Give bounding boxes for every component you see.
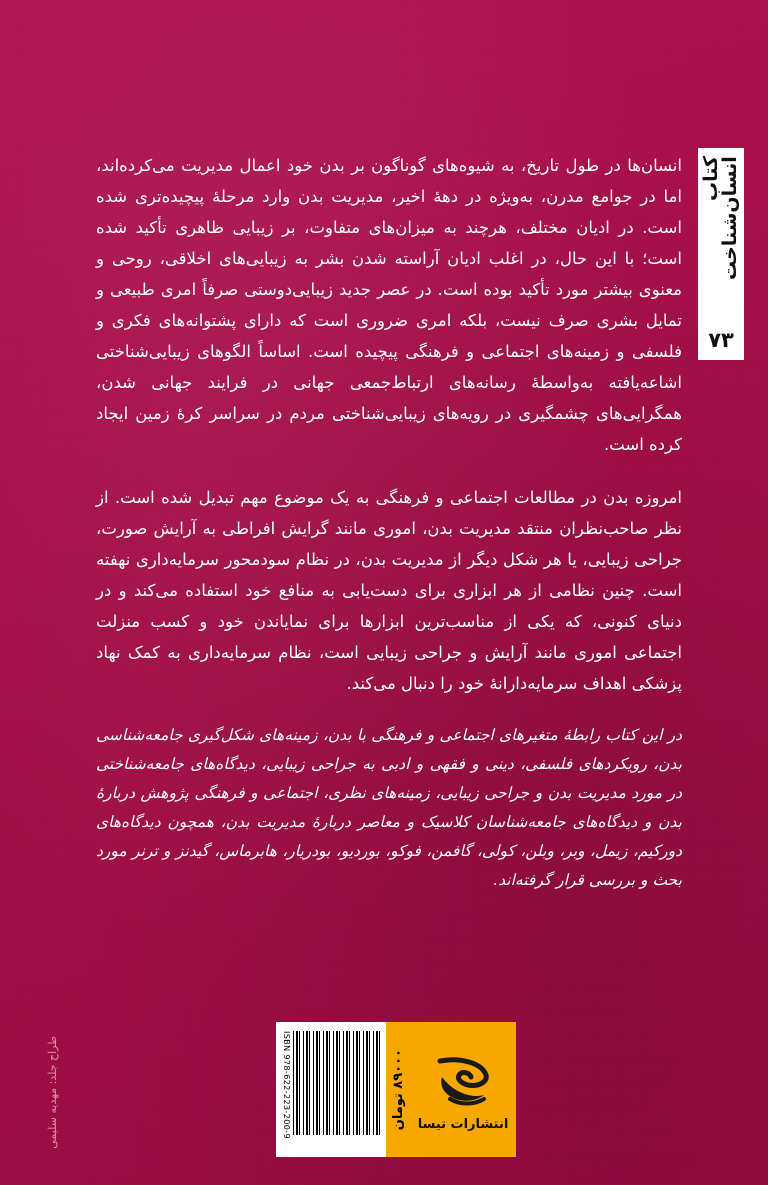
- publisher-box: [410, 1022, 516, 1157]
- series-title: کتاب انسان‌شناخت: [700, 156, 741, 280]
- blurb-paragraph-1: انسان‌ها در طول تاریخ، به شیوه‌های گوناگون بر بدن خود اعمال مدیریت می‌کرده‌اند، اما در جوامع مدرن، به‌ویژه در دهۀ اخیر، مدیریت بدن وارد مرحلۀ پیچیده‌تری شده است. در ادیان مختلف، هرچند به میزان‌های متفاوت، بر زیبایی ظاهری تأکید شده است؛ با این حال، در اغلب ادیان آراسته شدن بشر به زیبایی‌های اخلاقی، روحی و معنوی بیشتر مورد تأکید بوده است. در عصر جدید زیبایی‌دوستی صرفاً امری طبیعی و تمایل بشری صرف نیست، بلکه امری ضروری است که دارای پشتوانه‌های فکری و فلسفی و زمینه‌های اجتماعی و فرهنگی پیچیده است. اساساً الگوهای زیبایی‌شناختی اشاعه‌یافته به‌واسطۀ رسانه‌های ارتباط‌جمعی جهانی در فرایند جهانی شدن، همگرایی‌های چشمگیری در رویه‌های زیبایی‌شناختی مردم در سراسر کرۀ زمین ایجاد کرده است.: [96, 156, 682, 454]
- cover-credit: طراح جلد: مهدیه سلیمی: [46, 1036, 59, 1149]
- publisher-name: انتشارات تیسا: [417, 1117, 509, 1132]
- series-label-box: [698, 148, 744, 360]
- price-text: ۸۹۰۰۰ تومان: [390, 1048, 406, 1131]
- series-number: ۷۳: [708, 328, 734, 352]
- publisher-logo-icon: [430, 1047, 496, 1113]
- barcode-box: [276, 1022, 386, 1157]
- barcode-icon: [293, 1031, 380, 1135]
- blurb-paragraph-italic: در این کتاب رابطۀ متغیرهای اجتماعی و فرهنگی با بدن، زمینه‌های شکل‌گیری جامعه‌شناسی بدن، رویکردهای فلسفی، دینی و فقهی و ادبی به جراحی زیبایی، دیدگاه‌های جامعه‌شناختی در مورد مدیریت بدن و جراحی زیبایی، زمینه‌های نظری، اجتماعی و فرهنگی پژوهش دربارۀ بدن و دیدگاه‌های جامعه‌شناسان کلاسیک و معاصر دربارۀ مدیریت بدن، همچون دیدگاه‌های دورکیم، زیمل، وبر، وبلن، کولی، گافمن، فوکو، بوردیو، بودریار، هابرماس، گیدنز و ترنر مورد بحث و بررسی قرار گرفته‌اند.: [96, 726, 682, 889]
- isbn-text: ISBN 978-622-223-200-9: [282, 1031, 291, 1139]
- price-tab: [386, 1022, 410, 1157]
- blurb-paragraph-2: امروزه بدن در مطالعات اجتماعی و فرهنگی به یک موضوع مهم تبدیل شده است. از نظر صاحب‌نظران منتقد مدیریت بدن، اموری مانند گرایش افراطی به آرایش صورت، جراحی زیبایی، یا هر شکل دیگر از مدیریت بدن، در نظام سودمحور سرمایه‌داری نهفته است. چنین نظامی از هر ابزاری برای دست‌یابی به منافع خود استفاده می‌کند و در دنیای کنونی، که یکی از مناسب‌ترین ابزارها برای نمایاندن خود و کسب منزلت اجتماعی اموری مانند آرایش و جراحی زیبایی است، نظام سرمایه‌داری به کمک نهاد پزشکی اهداف سرمایه‌دارانۀ خود را دنبال می‌کند.: [96, 488, 682, 693]
- back-cover-blurb: [96, 150, 682, 917]
